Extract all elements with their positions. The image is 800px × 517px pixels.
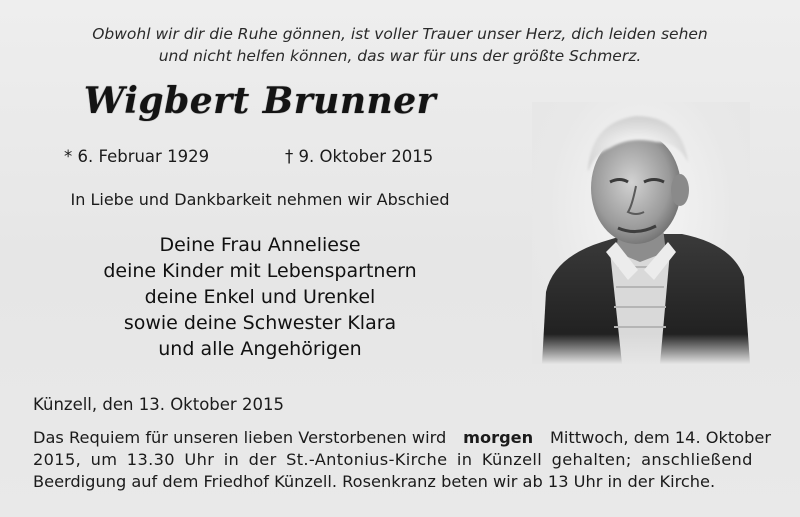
requiem-text: Mittwoch, dem 14. Oktober xyxy=(549,428,771,447)
deceased-name: Wigbert Brunner xyxy=(83,80,437,122)
mourner-line: deine Enkel und Urenkel xyxy=(144,286,376,308)
requiem-text: Das Requiem für unseren lieben Verstorbenen wird xyxy=(33,428,447,447)
mourner-line: sowie deine Schwester Klara xyxy=(123,312,397,334)
requiem-announcement xyxy=(33,427,771,493)
birth-date: * 6. Februar 1929 xyxy=(64,147,210,166)
mourners-list xyxy=(20,232,500,362)
mourner-line: deine Kinder mit Lebenspartnern xyxy=(103,260,417,282)
requiem-text: 2015, um 13.30 Uhr in der St.-Antonius-Kirche in Künzell gehalten; anschließend xyxy=(33,450,753,469)
motto-line: Obwohl wir dir die Ruhe gönnen, ist voller Trauer unser Herz, dich leiden sehen xyxy=(92,25,708,43)
portrait-photo xyxy=(532,102,750,364)
requiem-line xyxy=(33,449,771,471)
farewell-line: In Liebe und Dankbarkeit nehmen wir Abschied xyxy=(70,190,450,209)
death-date: † 9. Oktober 2015 xyxy=(285,147,434,166)
requiem-emphasis: morgen xyxy=(463,428,534,447)
motto-line: und nicht helfen können, das war für uns der größte Schmerz. xyxy=(158,47,642,65)
mourner-line: und alle Angehörigen xyxy=(158,338,362,360)
place-and-date: Künzell, den 13. Oktober 2015 xyxy=(33,395,284,414)
motto-verse xyxy=(40,23,760,67)
mourner-line: Deine Frau Anneliese xyxy=(159,234,361,256)
requiem-line xyxy=(33,427,771,449)
requiem-line: Beerdigung auf dem Friedhof Künzell. Rosenkranz beten wir ab 13 Uhr in der Kirche. xyxy=(33,472,716,491)
